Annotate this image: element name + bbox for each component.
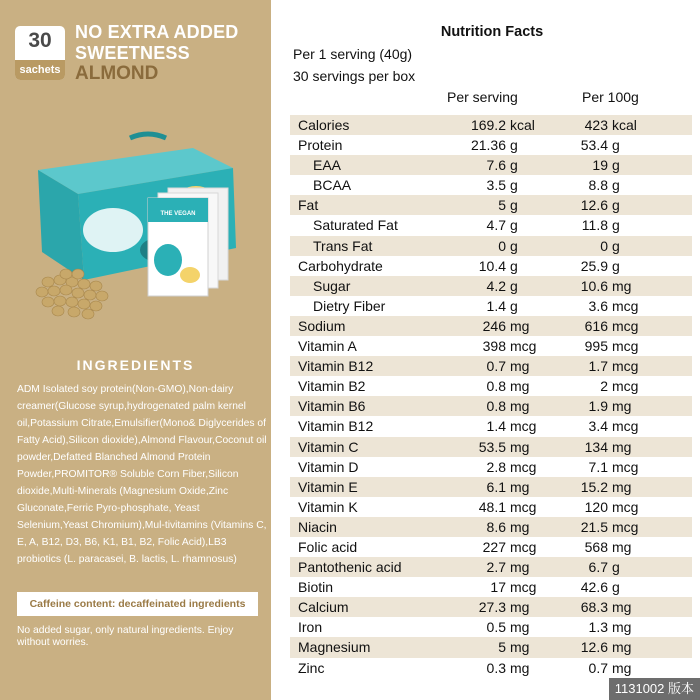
nutrition-row xyxy=(290,376,692,396)
per-100g-unit: mg xyxy=(612,438,632,455)
per-100g-unit: mcg xyxy=(612,358,639,375)
per-serving-unit: mcg xyxy=(510,458,537,475)
per-serving-value: 0.3 xyxy=(486,659,506,676)
nutrient-name: Calories xyxy=(298,117,350,133)
per-100g-unit: kcal xyxy=(612,117,637,133)
per-serving-unit: mg xyxy=(510,659,530,676)
per-serving-value: 53.5 xyxy=(478,438,506,455)
nutrient-name: Iron xyxy=(298,619,323,636)
version-code: 1131002 版本 xyxy=(609,678,700,700)
nutrient-name: Vitamin D xyxy=(298,458,359,475)
per-serving-unit: mcg xyxy=(510,498,537,515)
per-100g-value: 3.6 xyxy=(588,297,608,314)
nutrition-row xyxy=(290,356,692,376)
nutrition-row xyxy=(290,416,692,436)
nutrition-row xyxy=(290,597,692,617)
per-serving-value: 27.3 xyxy=(478,599,506,616)
per-100g-value: 995 xyxy=(584,338,608,355)
sachet-count-badge xyxy=(15,26,65,80)
nutrient-name: Pantothenic acid xyxy=(298,559,402,576)
nutrition-row xyxy=(290,637,692,657)
per-100g-value: 8.8 xyxy=(588,177,608,194)
per-100g-value: 6.7 xyxy=(588,559,608,576)
per-100g-value: 19 xyxy=(592,157,608,174)
per-100g-value: 68.3 xyxy=(580,599,608,616)
per-100g-unit: mg xyxy=(612,619,632,636)
ingredients-text: ADM Isolated soy protein(Non-GMO),Non-dairy creamer(Glucose syrup,hydrogenated palm kernel oil,Potassium Citrate,Emulsifier(Mono& Diglycerides of Fatty Acid),Silicon dioxide),Almond Flavour,Coconut oil powder,Defatted Blanched Almond Protein Powder,PROMITOR® Soluble Corn Fiber,Silicon dioxide,Multi-Minerals (Magnesium Oxide,Zinc Gluconate,Ferric Pyro-phosphate, Yeast Selenium,Yeast Chromium),Mul-tivitamins (Vitamins C, E, A, B12, D3, B6, K1, B1, B2, Folic Acid),LB3 probiotics (L. paracasei, B. lactis, L. rhamnosus) xyxy=(17,384,267,565)
per-serving-value: 7.6 xyxy=(486,157,506,174)
per-serving-unit: g xyxy=(510,157,518,174)
per-100g-value: 53.4 xyxy=(580,137,608,154)
column-per-serving: Per serving xyxy=(447,89,518,105)
nutrient-name: Zinc xyxy=(298,659,325,676)
per-100g-value: 0.7 xyxy=(588,659,608,676)
per-100g-unit: mcg xyxy=(612,378,639,395)
nutrition-row xyxy=(290,477,692,497)
nutrient-name: Niacin xyxy=(298,518,337,535)
per-100g-unit: mg xyxy=(612,659,632,676)
nutrition-row xyxy=(290,336,692,356)
nutrition-row xyxy=(290,155,692,175)
per-serving-unit: g xyxy=(510,137,518,154)
per-serving-unit: mcg xyxy=(510,579,537,596)
nutrition-row xyxy=(290,617,692,637)
per-serving-value: 0.7 xyxy=(486,358,506,375)
per-serving-value: 0.5 xyxy=(486,619,506,636)
per-serving-value: 227 xyxy=(482,538,506,555)
nutrient-name: Vitamin B2 xyxy=(298,378,366,395)
per-100g-unit: g xyxy=(612,197,620,214)
per-100g-unit: mcg xyxy=(612,338,639,355)
nutrition-row xyxy=(290,276,692,296)
per-100g-value: 423 xyxy=(584,117,608,133)
per-100g-value: 568 xyxy=(584,538,608,555)
per-serving-unit: mcg xyxy=(510,538,537,555)
nutrient-name: Sodium xyxy=(298,317,346,334)
sachet-unit: sachets xyxy=(15,60,65,80)
per-serving-value: 5 xyxy=(498,639,506,656)
nutrition-panel xyxy=(271,0,700,700)
nutrient-name: Sugar xyxy=(313,277,351,294)
per-serving-value: 2.7 xyxy=(486,559,506,576)
product-image xyxy=(18,130,258,330)
per-100g-unit: mcg xyxy=(612,317,639,334)
nutrition-row xyxy=(290,256,692,276)
per-100g-value: 1.3 xyxy=(588,619,608,636)
nutrient-name: Vitamin C xyxy=(298,438,359,455)
per-100g-unit: mg xyxy=(612,398,632,415)
per-100g-value: 0 xyxy=(600,237,608,254)
per-100g-unit: g xyxy=(612,177,620,194)
per-serving-unit: mg xyxy=(510,639,530,656)
per-serving-unit: g xyxy=(510,257,518,274)
caffeine-note: Caffeine content: decaffeinated ingredients xyxy=(17,592,258,616)
per-100g-value: 15.2 xyxy=(580,478,608,495)
per-serving-value: 6.1 xyxy=(486,478,506,495)
per-100g-unit: g xyxy=(612,137,620,154)
per-100g-unit: mg xyxy=(612,639,632,656)
nutrition-row xyxy=(290,236,692,256)
per-serving-value: 1.4 xyxy=(486,418,506,435)
per-serving-unit: g xyxy=(510,197,518,214)
per-100g-unit: g xyxy=(612,579,620,596)
per-serving-value: 48.1 xyxy=(478,498,506,515)
per-serving-unit: mcg xyxy=(510,418,537,435)
nutrient-name: BCAA xyxy=(313,177,352,194)
per-serving-unit: mg xyxy=(510,358,530,375)
nutrient-name: Vitamin B6 xyxy=(298,398,366,415)
per-100g-unit: mcg xyxy=(612,418,639,435)
per-serving-unit: mg xyxy=(510,559,530,576)
per-100g-unit: mcg xyxy=(612,498,639,515)
column-per-100g: Per 100g xyxy=(582,89,639,105)
nutrition-row xyxy=(290,296,692,316)
nutrition-row xyxy=(290,316,692,336)
per-100g-value: 3.4 xyxy=(588,418,608,435)
per-serving-unit: mg xyxy=(510,599,530,616)
per-100g-value: 25.9 xyxy=(580,257,608,274)
nutrient-name: EAA xyxy=(313,157,342,174)
product-brand: THE VEGAN xyxy=(160,211,196,217)
ingredients-title: INGREDIENTS xyxy=(76,357,195,373)
per-serving-unit: mg xyxy=(510,619,530,636)
sugar-note: No added sugar, only natural ingredients. Enjoy without worries. xyxy=(17,625,234,648)
nutrition-row xyxy=(290,135,692,155)
nutrition-row xyxy=(290,457,692,477)
serving-size: Per 1 serving (40g) xyxy=(293,46,413,62)
nutrition-row xyxy=(290,396,692,416)
per-100g-value: 2 xyxy=(600,378,608,395)
per-100g-unit: mcg xyxy=(612,518,639,535)
per-serving-unit: g xyxy=(510,237,518,254)
nutrition-rows xyxy=(290,115,692,678)
servings-per-box: 30 servings per box xyxy=(293,68,416,84)
per-100g-value: 7.1 xyxy=(588,458,608,475)
nutrient-name: Vitamin B12 xyxy=(298,358,374,375)
per-100g-unit: mg xyxy=(612,538,632,555)
per-serving-value: 17 xyxy=(490,579,506,596)
per-100g-unit: g xyxy=(612,237,620,254)
per-100g-unit: mg xyxy=(612,277,632,294)
per-serving-unit: mg xyxy=(510,478,530,495)
per-100g-value: 12.6 xyxy=(580,639,608,656)
per-serving-value: 0.8 xyxy=(486,378,506,395)
per-serving-unit: mg xyxy=(510,378,530,395)
nutrition-row xyxy=(290,557,692,577)
nutrition-row xyxy=(290,115,692,135)
nutrition-row xyxy=(290,658,692,678)
per-serving-value: 169.2 xyxy=(470,117,506,133)
nutrient-name: Vitamin K xyxy=(298,498,358,515)
headline: NO EXTRA ADDED SWEETNESS xyxy=(75,22,239,63)
nutrition-row xyxy=(290,497,692,517)
nutrient-name: Vitamin B12 xyxy=(298,418,374,435)
per-100g-value: 1.9 xyxy=(588,398,608,415)
nutrient-name: Calcium xyxy=(298,599,349,616)
per-serving-value: 0.8 xyxy=(486,398,506,415)
nutrient-name: Fat xyxy=(298,197,319,214)
per-100g-value: 1.7 xyxy=(588,358,608,375)
nutrition-row xyxy=(290,175,692,195)
per-serving-value: 4.2 xyxy=(486,277,506,294)
per-100g-unit: g xyxy=(612,217,620,234)
nutrition-row xyxy=(290,517,692,537)
per-serving-unit: mg xyxy=(510,518,530,535)
per-serving-unit: mg xyxy=(510,438,530,455)
per-serving-value: 398 xyxy=(482,338,506,355)
per-serving-value: 21.36 xyxy=(470,137,506,154)
nutrient-name: Trans Fat xyxy=(313,237,373,254)
nutrient-name: Protein xyxy=(298,137,343,154)
per-serving-unit: mg xyxy=(510,398,530,415)
per-100g-value: 12.6 xyxy=(580,197,608,214)
per-serving-value: 1.4 xyxy=(486,297,506,314)
per-serving-unit: mg xyxy=(510,317,530,334)
nutrition-row xyxy=(290,215,692,235)
nutrition-row xyxy=(290,577,692,597)
nutrient-name: Folic acid xyxy=(298,538,358,555)
per-100g-value: 11.8 xyxy=(581,217,608,234)
nutrition-row xyxy=(290,537,692,557)
per-serving-value: 4.7 xyxy=(486,217,506,234)
nutrient-name: Biotin xyxy=(298,579,334,596)
per-serving-value: 8.6 xyxy=(486,518,506,535)
nutrient-name: Dietry Fiber xyxy=(313,297,386,314)
sachet-count: 30 xyxy=(28,29,52,52)
per-serving-unit: mcg xyxy=(510,338,537,355)
per-100g-value: 21.5 xyxy=(580,518,608,535)
per-serving-value: 246 xyxy=(482,317,506,334)
per-serving-value: 2.8 xyxy=(486,458,506,475)
nutrient-name: Saturated Fat xyxy=(313,217,398,234)
per-serving-unit: g xyxy=(510,217,518,234)
nutrient-name: Vitamin E xyxy=(298,478,358,495)
per-100g-value: 616 xyxy=(584,317,608,334)
per-100g-value: 42.6 xyxy=(580,579,608,596)
nutrition-row xyxy=(290,195,692,215)
per-serving-unit: g xyxy=(510,277,518,294)
per-serving-unit: g xyxy=(510,177,518,194)
per-100g-unit: g xyxy=(612,559,620,576)
per-serving-value: 10.4 xyxy=(478,257,506,274)
per-100g-unit: mcg xyxy=(612,297,639,314)
per-serving-unit: g xyxy=(510,297,518,314)
left-panel xyxy=(0,0,271,700)
nutrition-title: Nutrition Facts xyxy=(440,24,544,40)
per-serving-value: 3.5 xyxy=(486,177,506,194)
per-100g-unit: mcg xyxy=(612,458,639,475)
per-100g-unit: g xyxy=(612,157,620,174)
nutrient-name: Vitamin A xyxy=(298,338,357,355)
per-serving-value: 0 xyxy=(498,237,506,254)
flavor-name: ALMOND xyxy=(75,63,159,84)
nutrient-name: Carbohydrate xyxy=(298,257,383,274)
per-100g-unit: mg xyxy=(612,599,632,616)
per-100g-value: 120 xyxy=(584,498,608,515)
per-serving-unit: kcal xyxy=(510,117,535,133)
per-100g-value: 134 xyxy=(584,438,608,455)
nutrient-name: Magnesium xyxy=(298,639,371,656)
nutrition-row xyxy=(290,437,692,457)
per-100g-unit: mg xyxy=(612,478,632,495)
per-100g-value: 10.6 xyxy=(580,277,608,294)
per-serving-value: 5 xyxy=(498,197,506,214)
per-100g-unit: g xyxy=(612,257,620,274)
